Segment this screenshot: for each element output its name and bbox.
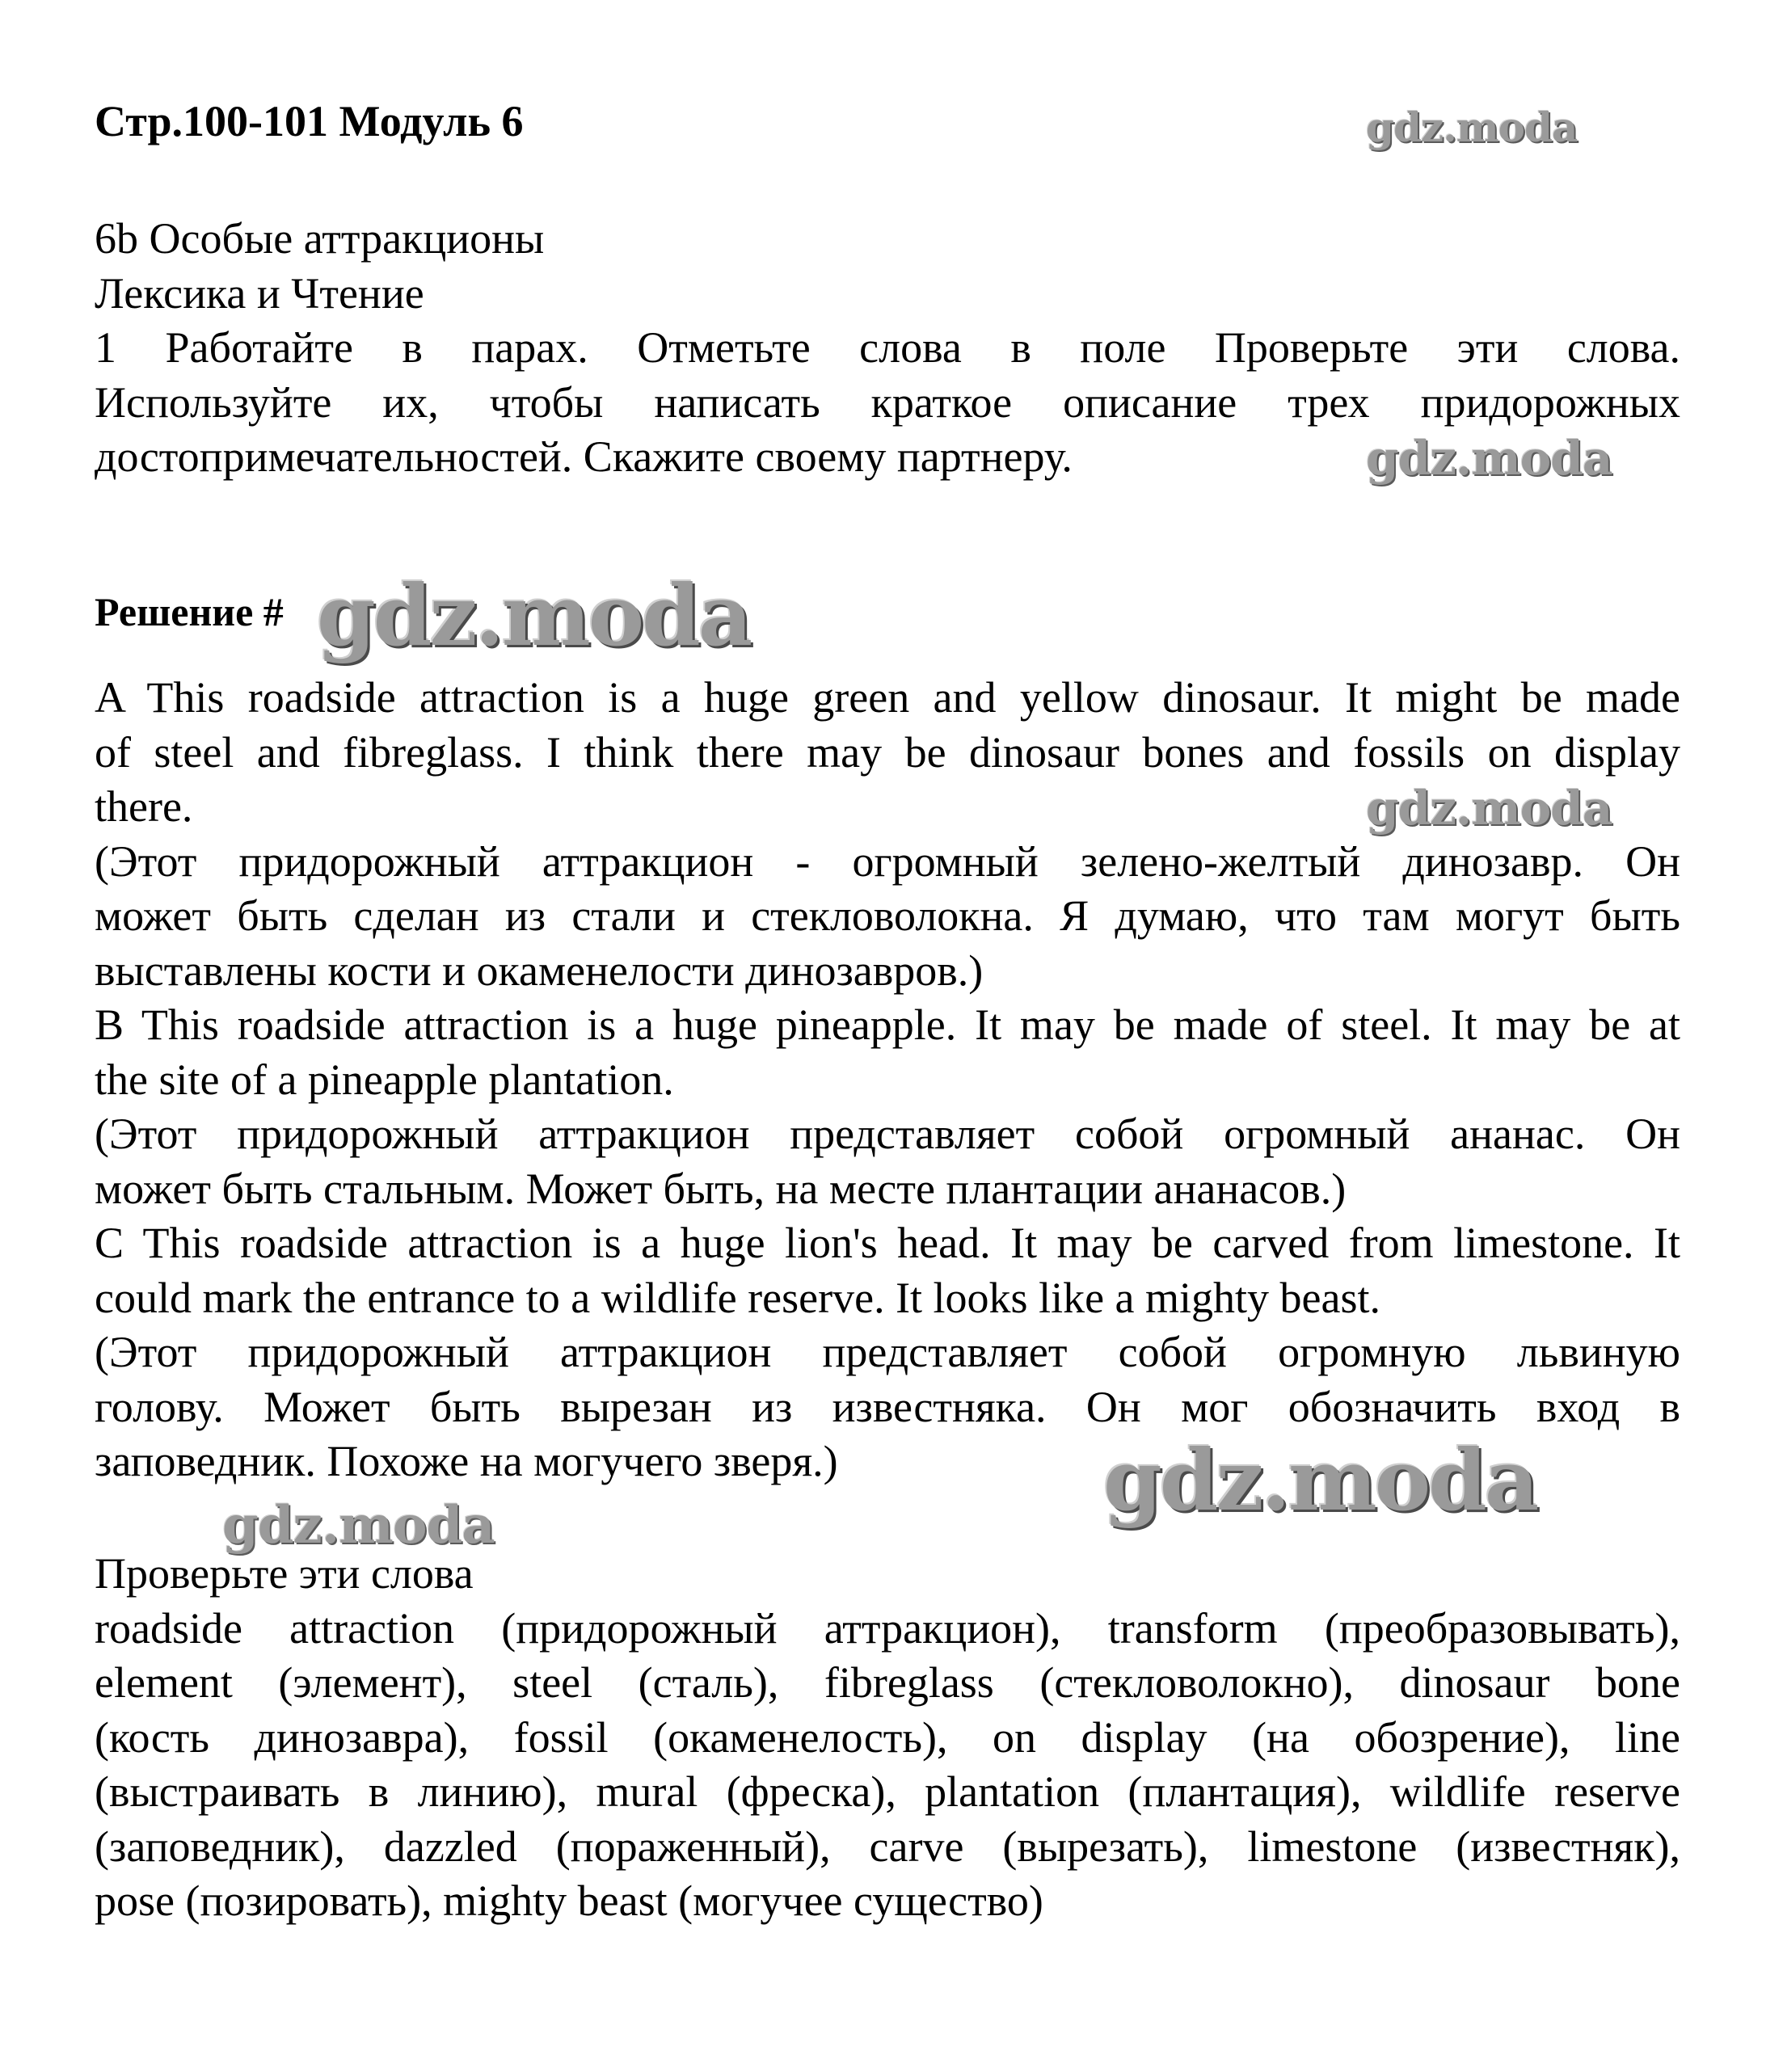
- answer-a-en-3: there.: [95, 782, 193, 831]
- exercise-line-3: достопримечательностей. Скажите своему партнеру.: [95, 432, 1073, 481]
- task-line-2: Лексика и Чтение: [95, 268, 424, 318]
- check-words-line-3: (кость динозавра), fossil (окаменелость), on display (на обозрение), line: [95, 1712, 1680, 1762]
- answer-b-ru-1: (Этот придорожный аттракцион представляет собой огромный ананас. Он: [95, 1110, 1680, 1158]
- page-title: Стр.100-101 Модуль 6: [95, 97, 524, 145]
- answer-b-ru-2: может быть стальным. Может быть, на месте плантации ананасов.): [95, 1164, 1347, 1213]
- answer-b-en-2: the site of a pineapple plantation.: [95, 1055, 674, 1104]
- check-words-line-4: (выстраивать в линию), mural (фреска), plantation (плантация), wildlife reserve: [95, 1767, 1680, 1816]
- watermark-logo: gdz.moda: [1103, 1430, 1537, 1530]
- answer-c-en-2: could mark the entrance to a wildlife reserve. It looks like a mighty beast.: [95, 1273, 1380, 1322]
- answer-a-ru-1: (Этот придорожный аттракцион - огромный зелено-желтый динозавр. Он: [95, 836, 1680, 886]
- watermark-logo: gdz.moda: [1366, 781, 1612, 836]
- task-line-1: 6b Особые аттракционы: [95, 214, 545, 263]
- watermark-logo: gdz.moda: [317, 566, 751, 665]
- answer-c-ru-3: заповедник. Похоже на могучего зверя.): [95, 1437, 838, 1485]
- exercise-line-1: 1 Работайте в парах. Отметьте слова в поле Проверьте эти слова.: [95, 323, 1680, 372]
- answer-a-en-1: A This roadside attraction is a huge green and yellow dinosaur. It might be made: [95, 673, 1680, 722]
- answer-a-ru-2: может быть сделан из стали и стекловолокна. Я думаю, что там могут быть: [95, 891, 1680, 940]
- answer-a-en-2: of steel and fibreglass. I think there may be dinosaur bones and fossils on display: [95, 727, 1680, 777]
- solution-label: Решение #: [95, 589, 284, 634]
- check-words-heading: Проверьте эти слова: [95, 1549, 474, 1598]
- check-words-line-6: pose (позировать), mighty beast (могучее существо): [95, 1876, 1043, 1925]
- answer-c-ru-1: (Этот придорожный аттракцион представляет собой огромную львиную: [95, 1328, 1680, 1376]
- check-words-line-2: element (элемент), steel (сталь), fibreglass (стекловолокно), dinosaur bone: [95, 1658, 1680, 1707]
- watermark-logo: gdz.moda: [222, 1495, 495, 1556]
- watermark-logo: gdz.moda: [1366, 431, 1612, 486]
- check-words-line-5: (заповедник), dazzled (пораженный), carve (вырезать), limestone (известняк),: [95, 1821, 1680, 1871]
- watermark-logo: gdz.moda: [1366, 103, 1578, 151]
- check-words-block: [95, 1547, 1680, 1929]
- check-words-line-1: roadside attraction (придорожный аттракцион), transform (преобразовывать),: [95, 1603, 1680, 1653]
- exercise-line-2: Используйте их, чтобы написать краткое описание трех придорожных: [95, 377, 1680, 427]
- answer-c-en-1: C This roadside attraction is a huge lion's head. It may be carved from limestone. It: [95, 1219, 1680, 1267]
- answer-a-ru-3: выставлены кости и окаменелости динозавров.): [95, 945, 984, 995]
- answer-b-en-1: B This roadside attraction is a huge pineapple. It may be made of steel. It may be at: [95, 1000, 1680, 1049]
- answer-c-ru-2: голову. Может быть вырезан из известняка. Он мог обозначить вход в: [95, 1382, 1680, 1431]
